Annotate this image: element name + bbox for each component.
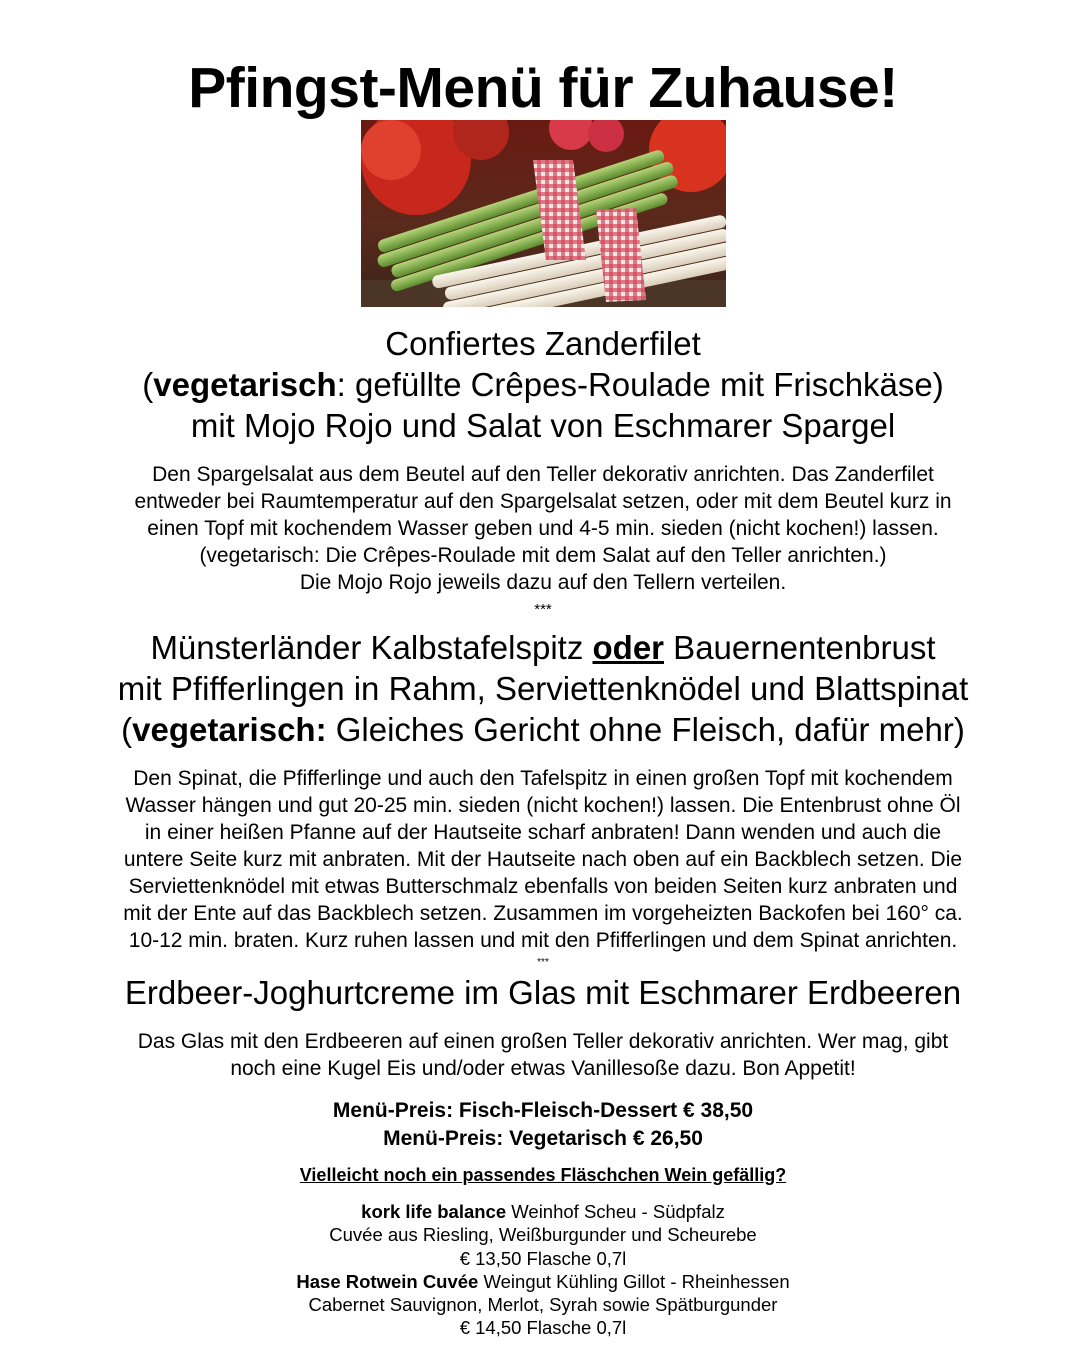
wine-price: € 13,50 Flasche 0,7l — [459, 1247, 627, 1269]
or-label: oder — [592, 629, 665, 666]
course1-heading-line3: mit Mojo Rojo und Salat von Eschmarer Spargel — [190, 407, 896, 444]
instruction-line: in einer heißen Pfanne auf der Hautseite scharf anbraten! Dann wenden und auch die — [144, 821, 942, 844]
price-fish-meat: Menü-Preis: Fisch-Fleisch-Dessert € 38,50 — [332, 1099, 754, 1122]
course1-veg-text: : gefüllte Crêpes-Roulade mit Frischkäse) — [336, 366, 944, 403]
course2-heading — [0, 627, 1070, 750]
instruction-line: Die Mojo Rojo jeweils dazu auf den Tellern verteilen. — [299, 571, 787, 594]
open-paren: ( — [142, 366, 154, 403]
wine-list — [0, 1200, 1070, 1340]
vegetarian-label: vegetarisch: — [132, 711, 327, 748]
course1-instructions — [40, 461, 1046, 596]
wine-producer: Weinhof Scheu - Südpfalz — [506, 1201, 725, 1222]
instruction-line: (vegetarisch: Die Crêpes-Roulade mit dem Salat auf den Teller anrichten.) — [199, 544, 887, 567]
course1-heading-line1: Confiertes Zanderfilet — [385, 325, 701, 362]
course2-heading-line1 — [0, 627, 1070, 668]
menu-prices — [0, 1097, 1070, 1153]
separator: *** — [537, 957, 549, 968]
course2-veg-text: Gleiches Gericht ohne Fleisch, dafür mehr) — [326, 711, 965, 748]
price-vegetarian: Menü-Preis: Vegetarisch € 26,50 — [383, 1127, 703, 1150]
instruction-line: noch eine Kugel Eis und/oder etwas Vanillesoße dazu. Bon Appetit! — [230, 1057, 856, 1080]
course1-heading — [0, 323, 1070, 446]
wine-grapes: Cuvée aus Riesling, Weißburgunder und Scheurebe — [329, 1224, 757, 1246]
page-title: Pfingst-Menü für Zuhause! — [188, 56, 898, 120]
wine-producer: Weingut Kühling Gillot - Rheinhessen — [478, 1270, 790, 1292]
instruction-line: Wasser hängen und gut 20-25 min. sieden (nicht kochen!) lassen. Die Entenbrust ohne Öl — [125, 794, 961, 817]
instruction-line: Den Spargelsalat aus dem Beutel auf den Teller dekorativ anrichten. Das Zanderfilet — [152, 463, 934, 486]
instruction-line: mit der Ente auf das Backblech setzen. Zusammen im vorgeheizten Backofen bei 160° ca. — [123, 902, 963, 925]
vegetarian-label: vegetarisch — [153, 366, 337, 403]
instruction-line: entweder bei Raumtemperatur auf den Spargelsalat setzen, oder mit dem Beutel kurz in — [134, 490, 952, 513]
course3-instructions — [40, 1028, 1046, 1082]
course2-heading-line2: mit Pfifferlingen in Rahm, Serviettenknödel und Blattspinat — [117, 670, 969, 707]
wine-price: € 14,50 Flasche 0,7l — [459, 1317, 627, 1339]
instruction-line: 10-12 min. braten. Kurz ruhen lassen und mit den Pfifferlingen und dem Spinat anrichten. — [128, 929, 958, 952]
separator: *** — [534, 601, 552, 618]
wine-grapes: Cabernet Sauvignon, Merlot, Syrah sowie Spätburgunder — [308, 1294, 778, 1316]
course1-heading-line2 — [0, 364, 1070, 405]
instruction-line: einen Topf mit kochendem Wasser geben und 4-5 min. sieden (nicht kochen!) lassen. — [147, 517, 939, 540]
course2-option-b: Bauernentenbrust — [664, 629, 936, 666]
course3-heading — [0, 972, 1070, 1013]
wine-title-line — [0, 1200, 1070, 1223]
course2-heading-line3 — [0, 709, 1070, 750]
wine-title-line — [0, 1270, 1070, 1293]
wine-question: Vielleicht noch ein passendes Fläschchen Wein gefällig? — [299, 1165, 787, 1185]
course2-option-a: Münsterländer Kalbstafelspitz — [150, 629, 593, 666]
course3-heading-line: Erdbeer-Joghurtcreme im Glas mit Eschmarer Erdbeeren — [124, 974, 962, 1011]
course2-instructions — [40, 765, 1046, 954]
instruction-line: untere Seite kurz mit anbraten. Mit der Hautseite nach oben auf ein Backblech setzen. Die — [123, 848, 963, 871]
instruction-line: Den Spinat, die Pfifferlinge und auch den Tafelspitz in einen großen Topf mit kochendem — [133, 767, 953, 790]
wine-name: kork life balance — [361, 1201, 507, 1222]
wine-name: Hase Rotwein Cuvée — [296, 1270, 479, 1292]
instruction-line: Serviettenknödel mit etwas Butterschmalz ebenfalls von beiden Seiten kurz anbraten und — [128, 875, 958, 898]
instruction-line: Das Glas mit den Erdbeeren auf einen großen Teller dekorativ anrichten. Wer mag, gibt — [137, 1030, 949, 1053]
open-paren: ( — [121, 711, 133, 748]
asparagus-photo — [361, 120, 726, 307]
